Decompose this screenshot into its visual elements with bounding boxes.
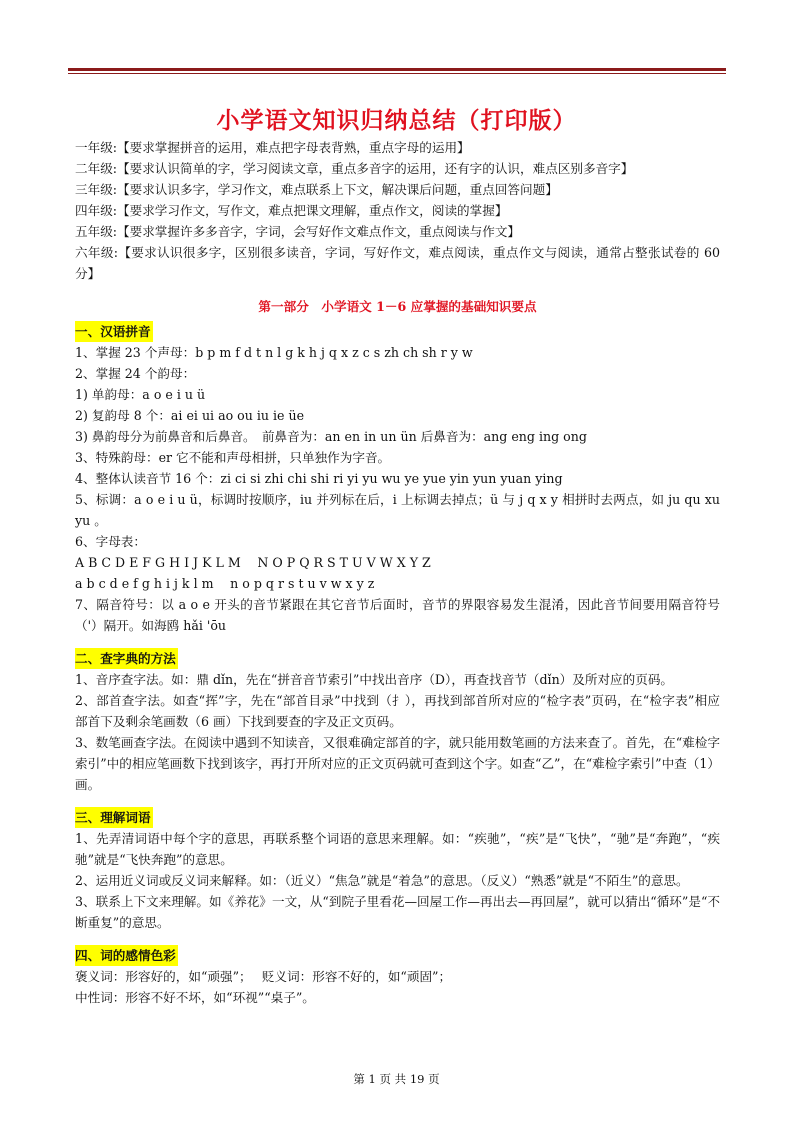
part-title: 第一部分 小学语文 1－6 应掌握的基础知识要点 xyxy=(258,299,537,314)
grade-line-1: 一年级:【要求掌握拼音的运用，难点把字母表背熟，重点字母的运用】 xyxy=(75,140,470,155)
paragraph: 3、数笔画查字法。在阅读中遇到不知读音，又很难确定部首的字，就只能用数笔画的方法来查了。首先，在“难检字索引”中的相应笔画数下找到该字，再打开所对应的正文页码就可查到这个字。如查“乙”，在“难检字索引”中查（1）画。 xyxy=(75,735,720,792)
paragraph: 2、运用近义词或反义词来解释。如：（近义）“焦急”就是“着急”的意思。（反义）“熟悉”就是“不陌生”的意思。 xyxy=(75,873,689,888)
paragraph: 1、掌握 23 个声母：b p m f d t n l g k h j q x z c s zh ch sh r y w xyxy=(75,345,473,360)
section-heading: 二、查字典的方法 xyxy=(75,648,178,669)
paragraph: 2、掌握 24 个韵母： xyxy=(75,366,196,381)
paragraph: 2) 复韵母 8 个：ai ei ui ao ou iu ie üe xyxy=(75,408,305,423)
header-rule-thin xyxy=(68,73,726,74)
grade-line-2: 二年级:【要求认识简单的字，学习阅读文章，重点多音字的运用，还有字的认识，难点区别多音字】 xyxy=(75,161,634,176)
header-rule xyxy=(68,68,726,71)
grade-line-6: 六年级:【要求认识很多字，区别很多读音，字词，写好作文，难点阅读，重点作文与阅读，通常占整张试卷的 60 分】 xyxy=(75,245,720,281)
section-heading: 三、理解词语 xyxy=(75,807,153,828)
paragraph: 2、部首查字法。如查“挥”字，先在“部首目录”中找到（扌），再找到部首所对应的“检字表”页码，在“检字表”相应部首下及剩余笔画数（6 画）下找到要查的字及正文页码。 xyxy=(75,693,720,729)
alphabet-upper: A B C D E F G H I J K L M N O P Q R S T U V W X Y Z xyxy=(75,555,431,570)
section-sentiment xyxy=(75,945,720,1008)
grade-line-5: 五年级:【要求掌握许多多音字，字词，会写好作文难点作文，重点阅读与作文】 xyxy=(75,224,521,239)
page-title: 小学语文知识归纳总结（打印版） xyxy=(216,107,577,134)
paragraph: 1、音序查字法。如：鼎 dǐn，先在“拼音音节索引”中找出音序（D），再查找音节（dǐn）及所对应的页码。 xyxy=(75,672,674,687)
grade-line-4: 四年级:【要求学习作文，写作文，难点把课文理解，重点作文，阅读的掌握】 xyxy=(75,203,508,218)
paragraph: 7、隔音符号：以 a o e 开头的音节紧跟在其它音节后面时，音节的界限容易发生混淆，因此音节间要用隔音符号（'）隔开。如海鸥 hǎi 'ōu xyxy=(75,597,720,633)
paragraph: 6、字母表： xyxy=(75,534,146,549)
page-footer: 第 1 页 共 19 页 xyxy=(353,1072,440,1086)
paragraph: 3) 鼻韵母分为前鼻音和后鼻音。 前鼻音为：an en in un ün 后鼻音为：ang eng ing ong xyxy=(75,429,587,444)
paragraph: 1、先弄清词语中每个字的意思，再联系整个词语的意思来理解。如：“疾驰”，“疾”是“飞快”，“驰”是“奔跑”，“疾驰”就是“飞快奔跑”的意思。 xyxy=(75,831,720,867)
paragraph: 4、整体认读音节 16 个：zi ci si zhi chi shi ri yi yu wu ye yue yin yun yuan ying xyxy=(75,471,563,486)
section-dictionary xyxy=(75,648,720,795)
paragraph: 1) 单韵母：a o e i u ü xyxy=(75,387,206,402)
paragraph: 中性词：形容不好不坏，如“环视”“桌子”。 xyxy=(75,990,315,1005)
paragraph: 5、标调：a o e i u ü，标调时按顺序，iu 并列标在后，i 上标调去掉点；ü 与 j q x y 相拼时去两点，如 ju qu xu yu 。 xyxy=(75,492,720,528)
document-body xyxy=(75,137,720,1008)
section-heading: 一、汉语拼音 xyxy=(75,321,153,342)
section-pinyin xyxy=(75,321,720,636)
grade-line-3: 三年级:【要求认识多字，学习作文，难点联系上下文，解决课后问题，重点回答问题】 xyxy=(75,182,558,197)
paragraph: 3、特殊韵母：er 它不能和声母相拼，只单独作为字音。 xyxy=(75,450,391,465)
paragraph: 褒义词：形容好的，如“顽强”； 贬义词：形容不好的，如“顽固”； xyxy=(75,969,452,984)
section-heading: 四、词的感情色彩 xyxy=(75,945,178,966)
alphabet-lower: a b c d e f g h i j k l m n o p q r s t u v w x y z xyxy=(75,576,375,591)
paragraph: 3、联系上下文来理解。如《养花》一文，从“到院子里看花—回屋工作—再出去—再回屋”，就可以猜出“循环”是“不断重复”的意思。 xyxy=(75,894,720,930)
section-words xyxy=(75,807,720,933)
